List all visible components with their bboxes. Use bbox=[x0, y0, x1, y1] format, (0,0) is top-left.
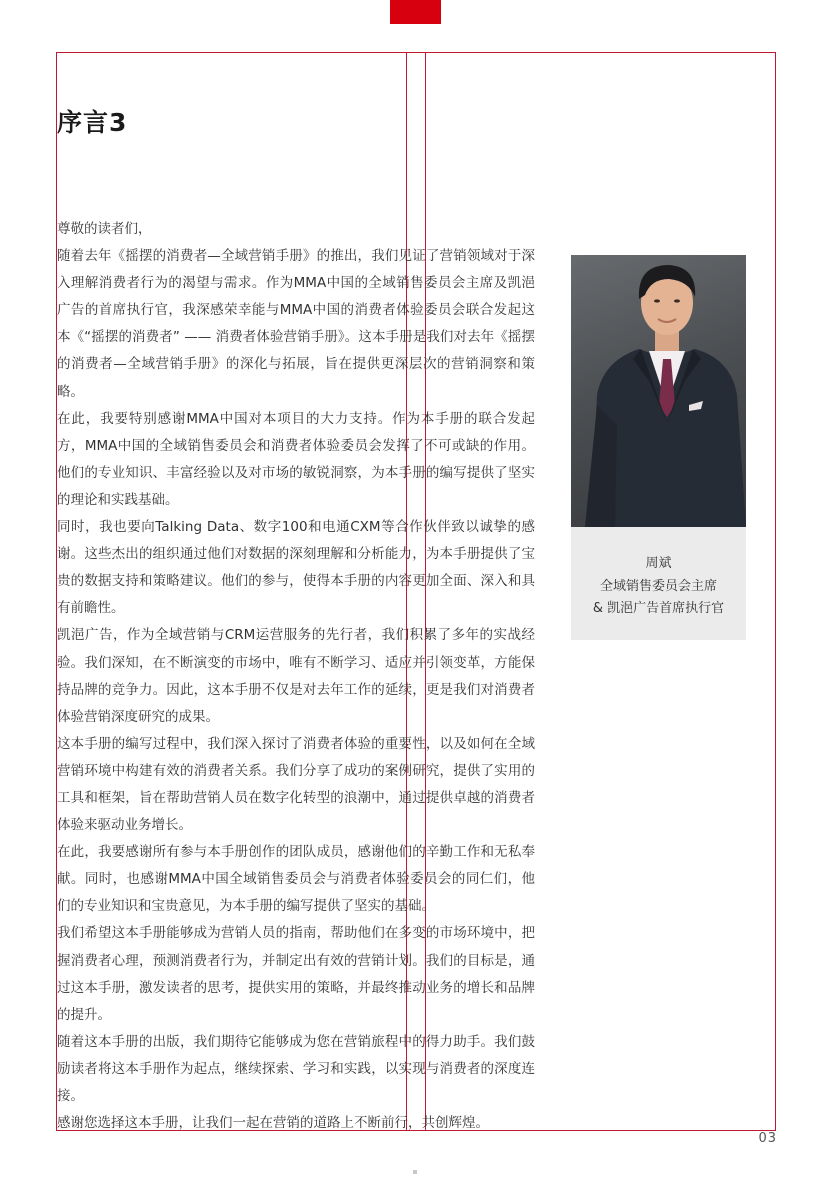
portrait-caption bbox=[571, 527, 746, 640]
paragraph: 在此，我要特别感谢MMA中国对本项目的大力支持。作为本手册的联合发起方，MMA中国的全域销售委员会和消费者体验委员会发挥了不可或缺的作用。他们的专业知识、丰富经验以及对市场的敏锐洞察，为本手册的编写提供了坚实的理论和实践基础。 bbox=[57, 410, 535, 508]
paragraph: 在此，我要感谢所有参与本手册创作的团队成员，感谢他们的辛勤工作和无私奉献。同时，也感谢MMA中国全域销售委员会与消费者体验委员会的同仁们，他们的专业知识和宝贵意见，为本手册的编写提供了坚实的基础。 bbox=[57, 844, 535, 915]
paragraph: 随着这本手册的出版，我们期待它能够成为您在营销旅程中的得力助手。我们鼓励读者将这本手册作为起点，继续探索、学习和实践，以实现与消费者的深度连接。 bbox=[57, 1033, 535, 1104]
paragraph: 尊敬的读者们， bbox=[57, 221, 152, 237]
paragraph: 随着去年《摇摆的消费者—全域营销手册》的推出，我们见证了营销领域对于深入理解消费者行为的渴望与需求。作为MMA中国的全域销售委员会主席及凯浥广告的首席执行官，我深感荣幸能与MMA中国的消费者体验委员会联合发起这本《“摇摆的消费者” —— 消费者体验营销手册》。这本手册是我们对去年《摇摆的消费者—全域营销手册》的深化与拓展，旨在提供更深层次的营销洞察和策略。 bbox=[57, 248, 535, 400]
paragraph: 凯浥广告，作为全域营销与CRM运营服务的先行者，我们积累了多年的实战经验。我们深知，在不断演变的市场中，唯有不断学习、适应并引领变革，方能保持品牌的竞争力。因此，这本手册不仅是对去年工作的延续，更是我们对消费者体验营销深度研究的成果。 bbox=[57, 627, 535, 725]
portrait-role: & 凯浥广告首席执行官 bbox=[592, 601, 725, 616]
page-number: 03 bbox=[758, 1131, 777, 1146]
paragraph: 感谢您选择这本手册，让我们一起在营销的道路上不断前行，共创辉煌。 bbox=[57, 1115, 489, 1132]
page-title: 序言3 bbox=[57, 108, 128, 137]
paragraph: 这本手册的编写过程中，我们深入探讨了消费者体验的重要性，以及如何在全域营销环境中构建有效的消费者关系。我们分享了成功的案例研究，提供了实用的工具和框架，旨在帮助营销人员在数字化转型的浪潮中，通过提供卓越的消费者体验来驱动业务增长。 bbox=[57, 735, 535, 834]
paragraph: 我们希望这本手册能够成为营销人员的指南，帮助他们在多变的市场环境中，把握消费者心理，预测消费者行为，并制定出有效的营销计划。我们的目标是，通过这本手册，激发读者的思考，提供实用的策略，并最终推动业务的增长和品牌的提升。 bbox=[57, 925, 535, 1023]
portrait-photo-icon bbox=[571, 255, 746, 527]
page-marker-dot bbox=[413, 1170, 417, 1174]
portrait-photo bbox=[571, 255, 746, 527]
top-accent-tab bbox=[390, 0, 441, 24]
portrait-name: 周斌 bbox=[645, 556, 672, 571]
portrait-role: 全域销售委员会主席 bbox=[599, 578, 717, 594]
paragraph: 同时，我也要向Talking Data、数字100和电通CXM等合作伙伴致以诚挚的感谢。这些杰出的组织通过他们对数据的深刻理解和分析能力，为本手册提供了宝贵的数据支持和策略建议。他们的参与，使得本手册的内容更加全面、深入和具有前瞻性。 bbox=[57, 519, 535, 617]
preface-body bbox=[57, 216, 535, 1137]
